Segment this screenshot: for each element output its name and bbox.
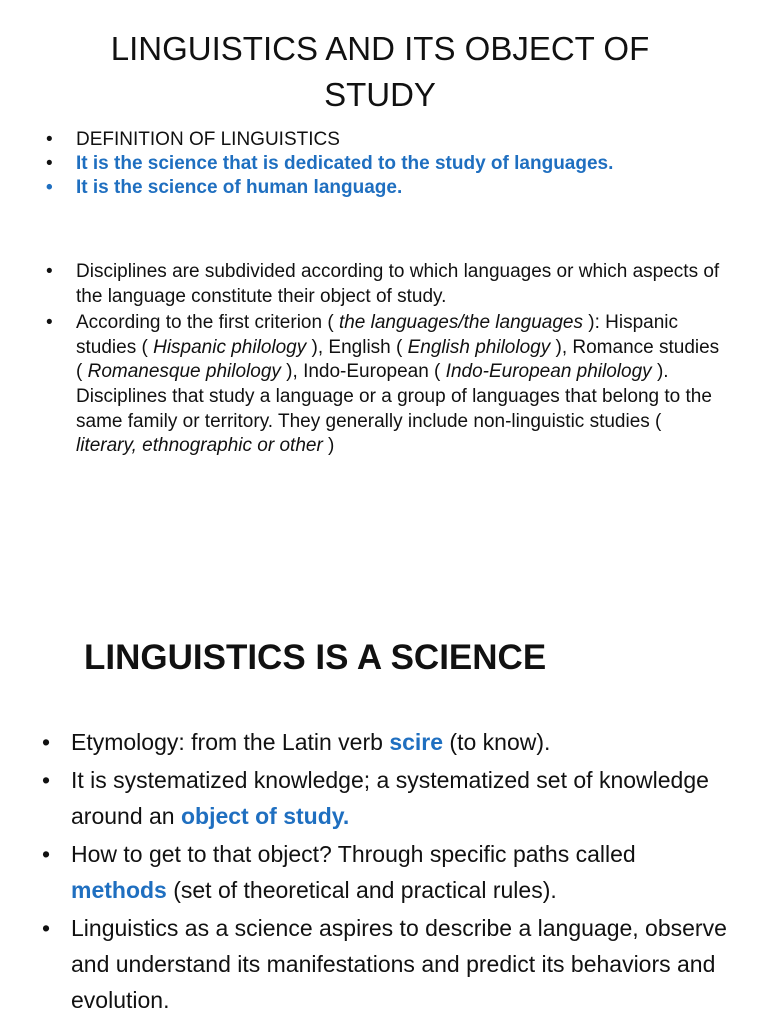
- etymology-text-2: (to know).: [443, 729, 551, 755]
- disciplines-list: [46, 260, 726, 461]
- methods-keyword: methods: [71, 877, 167, 903]
- criterion-italic-5: Indo-European philology: [445, 361, 652, 383]
- etymology-text-1: Etymology: from the Latin verb: [71, 729, 390, 755]
- criterion-text-5: ), Indo-European (: [280, 361, 446, 383]
- methods-bullet: [42, 836, 732, 908]
- disciplines-bullet: • Disciplines are subdivided according to which languages or which aspects of the language constitute their object of study.: [46, 260, 726, 309]
- definition-heading: • DEFINITION OF LINGUISTICS: [46, 128, 736, 152]
- slide1-title: LINGUISTICS AND ITS OBJECT OF STUDY: [110, 30, 650, 113]
- criterion-italic-6: literary, ethnographic or other: [76, 435, 323, 457]
- criterion-italic-1: the languages/the languages: [338, 312, 583, 334]
- definition-human-language: • It is the science of human language.: [46, 176, 736, 200]
- knowledge-bullet: [42, 762, 732, 834]
- definition-list: [46, 128, 736, 200]
- criterion-text-3: ), English (: [306, 336, 408, 358]
- criterion-italic-4: Romanesque philology: [87, 361, 281, 383]
- methods-text-1: How to get to that object? Through specific paths called: [71, 841, 636, 867]
- definition-science-languages-text: It is the science that is dedicated to the study of languages.: [76, 153, 614, 174]
- criterion-text-7: ): [322, 435, 335, 457]
- science-list: [42, 724, 732, 1020]
- criterion-text-6: ). Disciplines that study a language or a group of languages that belong to the same family or territory. They generally include non-linguistic studies (: [76, 361, 712, 432]
- etymology-keyword: scire: [389, 729, 444, 755]
- criterion-italic-2: Hispanic philology: [153, 336, 307, 358]
- criterion-text-2: ): Hispanic studies (: [76, 312, 679, 358]
- definition-science-languages: [46, 152, 736, 176]
- criterion-text-1: According to the first criterion (: [76, 312, 339, 334]
- etymology-bullet: [42, 724, 732, 760]
- methods-text-2: (set of theoretical and practical rules).: [166, 877, 557, 903]
- slide2-title: LINGUISTICS IS A SCIENCE: [84, 638, 547, 677]
- criterion-bullet: [46, 311, 726, 459]
- knowledge-text: It is systematized knowledge; a systematized set of knowledge around an: [71, 767, 709, 829]
- aspiration-bullet: • Linguistics as a science aspires to describe a language, observe and understand its manifestations and predict its behaviors and evolution.: [42, 910, 732, 1018]
- knowledge-keyword: object of study.: [180, 803, 350, 829]
- criterion-text-4: ), Romance studies (: [76, 336, 720, 383]
- criterion-italic-3: English philology: [407, 336, 551, 358]
